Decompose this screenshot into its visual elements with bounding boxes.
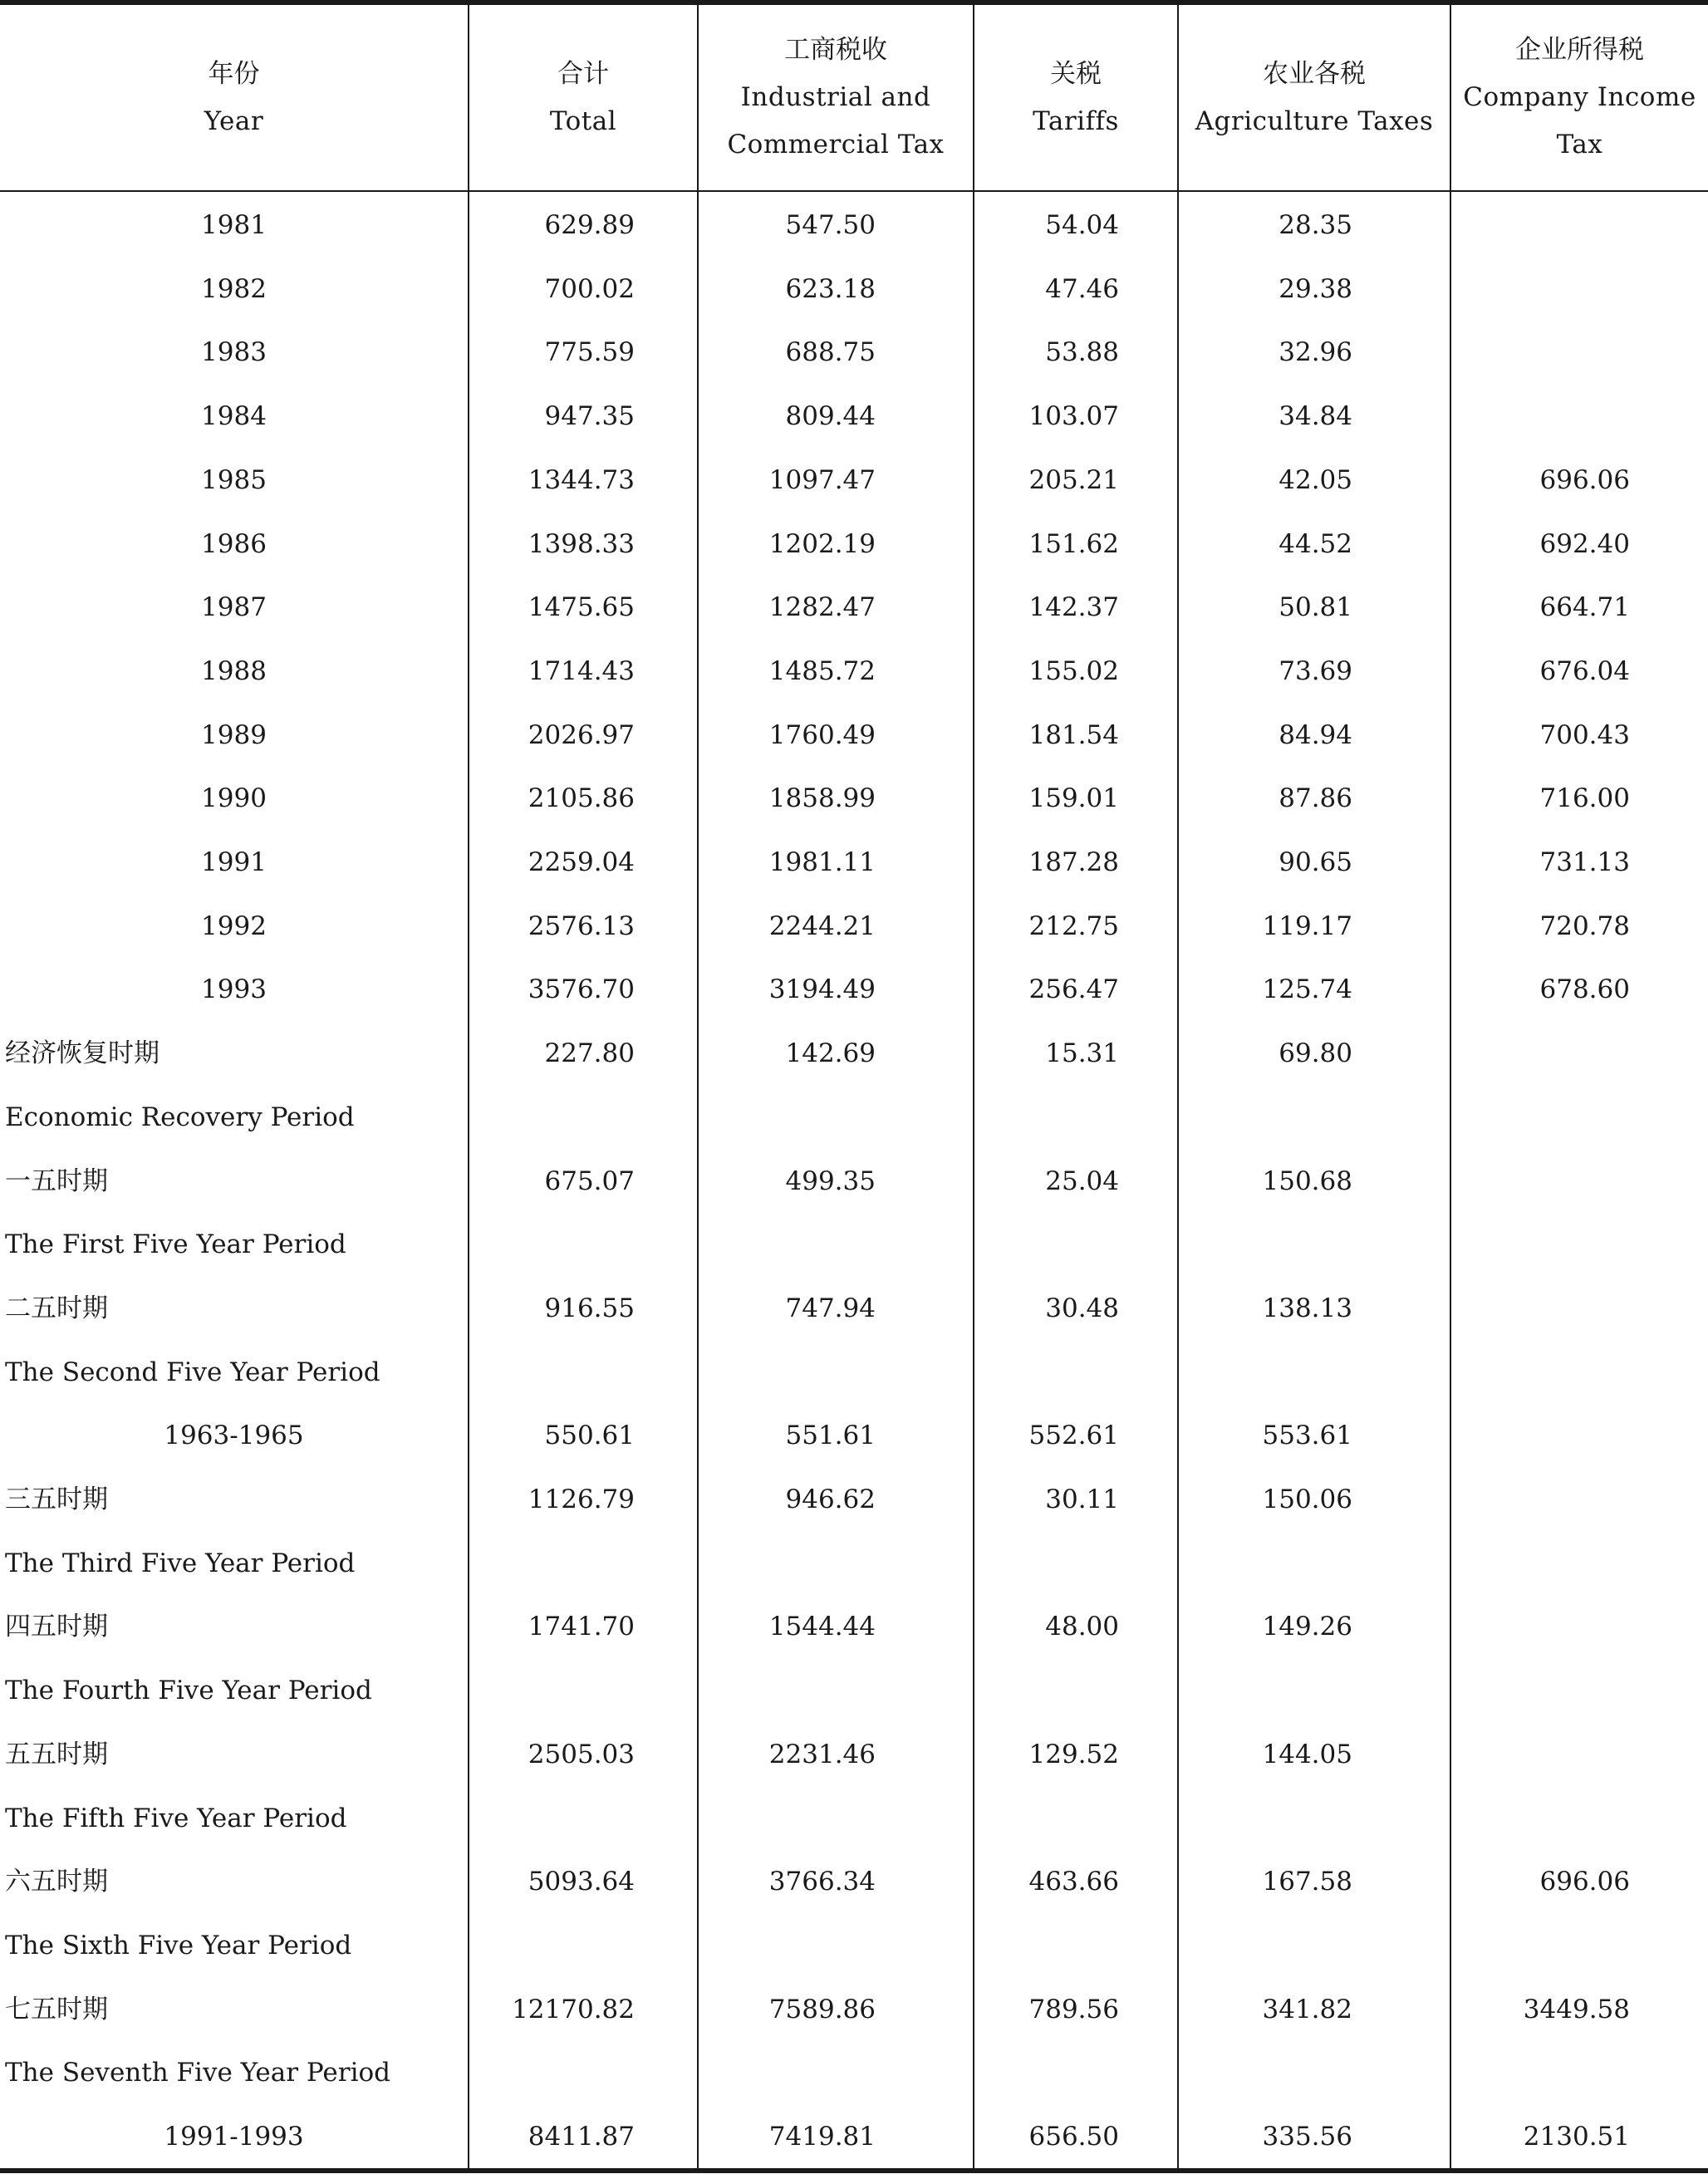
header-cit-en-line1: Company Income <box>1463 82 1696 112</box>
cell-agriculture-taxes: 90.65 <box>1279 847 1352 877</box>
cell-agriculture-taxes: 149.26 <box>1262 1612 1352 1642</box>
row-label: The Seventh Five Year Period <box>5 2058 390 2088</box>
cell-company-income-tax <box>1451 1787 1630 1850</box>
cell-tariffs: 155.02 <box>1028 655 1119 686</box>
cell-agriculture-taxes: 144.05 <box>1262 1739 1352 1769</box>
cell-total <box>468 2041 635 2104</box>
cell-company-income-tax: 3449.58 <box>1523 1994 1630 2024</box>
cell-total <box>468 1213 635 1276</box>
cell-total: 947.35 <box>544 401 635 432</box>
cell-agriculture-taxes: 553.61 <box>1262 1421 1352 1451</box>
cell-industrial-commercial-tax: 946.62 <box>785 1485 876 1514</box>
cell-industrial-commercial-tax <box>699 1914 876 1977</box>
cell-company-income-tax <box>1451 1532 1630 1595</box>
cell-total: 1398.33 <box>528 528 635 559</box>
cell-tariffs: 212.75 <box>1028 910 1119 941</box>
row-label: 1984 <box>201 401 267 432</box>
cell-tariffs <box>974 1086 1119 1149</box>
row-label: 1990 <box>201 783 267 814</box>
cell-industrial-commercial-tax: 1202.19 <box>768 528 876 559</box>
cell-agriculture-taxes: 125.74 <box>1262 974 1352 1005</box>
cell-agriculture-taxes <box>1178 1086 1352 1149</box>
cell-industrial-commercial-tax: 2231.46 <box>768 1739 876 1769</box>
cell-agriculture-taxes: 42.05 <box>1279 464 1352 495</box>
table-row <box>0 1595 1708 1658</box>
cell-tariffs: 48.00 <box>1045 1612 1119 1642</box>
row-label: 1992 <box>201 910 267 941</box>
cell-company-income-tax <box>1451 1404 1630 1467</box>
cell-company-income-tax <box>1451 258 1630 321</box>
header-ict-zh: 工商税收 <box>784 35 887 65</box>
header-total-zh: 合计 <box>557 58 609 89</box>
cell-industrial-commercial-tax <box>699 1341 876 1404</box>
table-row <box>0 640 1708 703</box>
row-label: 1988 <box>201 655 267 686</box>
cell-tariffs <box>974 1341 1119 1404</box>
cell-total <box>468 1086 635 1149</box>
table-row <box>0 513 1708 576</box>
cell-agriculture-taxes <box>1178 1341 1352 1404</box>
cell-industrial-commercial-tax <box>699 1532 876 1595</box>
row-label: The Second Five Year Period <box>5 1357 380 1387</box>
table-row <box>0 1022 1708 1085</box>
cell-industrial-commercial-tax: 1760.49 <box>768 719 876 750</box>
table-row <box>0 194 1708 257</box>
cell-total: 1344.73 <box>528 464 635 495</box>
cell-company-income-tax: 696.06 <box>1539 1867 1630 1897</box>
cell-tariffs: 15.31 <box>1045 1038 1119 1069</box>
table-row <box>0 958 1708 1021</box>
cell-total: 2259.04 <box>528 847 635 877</box>
cell-company-income-tax: 720.78 <box>1539 910 1630 941</box>
cell-company-income-tax <box>1451 1914 1630 1977</box>
cell-company-income-tax: 664.71 <box>1539 592 1630 623</box>
cell-agriculture-taxes: 69.80 <box>1279 1038 1352 1069</box>
table-row <box>0 1150 1708 1213</box>
table-row <box>0 831 1708 894</box>
cell-tariffs: 142.37 <box>1028 592 1119 623</box>
cell-tariffs: 205.21 <box>1028 464 1119 495</box>
cell-company-income-tax: 716.00 <box>1539 783 1630 814</box>
row-label: 1981 <box>201 210 267 240</box>
cell-tariffs: 30.48 <box>1045 1293 1119 1323</box>
cell-industrial-commercial-tax: 551.61 <box>785 1421 876 1451</box>
table-row <box>0 1404 1708 1467</box>
cell-total: 675.07 <box>544 1166 635 1196</box>
cell-tariffs: 129.52 <box>1028 1739 1119 1769</box>
cell-total: 5093.64 <box>528 1867 635 1897</box>
cell-tariffs: 181.54 <box>1028 719 1119 750</box>
cell-total: 2576.13 <box>528 910 635 941</box>
row-label: 1987 <box>201 592 267 623</box>
cell-company-income-tax <box>1451 1468 1630 1531</box>
cell-company-income-tax <box>1451 1277 1630 1340</box>
cell-company-income-tax <box>1451 194 1630 257</box>
cell-total: 12170.82 <box>512 1994 635 2024</box>
cell-industrial-commercial-tax: 1097.47 <box>768 464 876 495</box>
cell-industrial-commercial-tax: 1282.47 <box>768 592 876 623</box>
cell-company-income-tax: 676.04 <box>1539 655 1630 686</box>
row-label: 七五时期 <box>5 1994 108 2024</box>
header-total <box>469 5 697 190</box>
cell-company-income-tax <box>1451 1022 1630 1085</box>
cell-industrial-commercial-tax: 1858.99 <box>768 783 876 814</box>
cell-industrial-commercial-tax: 7589.86 <box>768 1994 876 2024</box>
cell-total <box>468 1914 635 1977</box>
header-cit-en-line2: Tax <box>1556 130 1603 159</box>
cell-tariffs <box>974 1213 1119 1276</box>
row-label: 经济恢复时期 <box>5 1038 160 1069</box>
cell-tariffs: 463.66 <box>1028 1867 1119 1897</box>
cell-agriculture-taxes <box>1178 1787 1352 1850</box>
cell-tariffs <box>974 2041 1119 2104</box>
cell-agriculture-taxes <box>1178 1659 1352 1722</box>
header-year-zh: 年份 <box>208 58 260 89</box>
header-agri-zh: 农业各税 <box>1263 58 1366 89</box>
row-label: The Third Five Year Period <box>5 1548 356 1578</box>
header-tariffs-zh: 关税 <box>1050 58 1102 89</box>
cell-total: 2505.03 <box>528 1739 635 1769</box>
row-label: 二五时期 <box>5 1293 108 1323</box>
cell-agriculture-taxes: 335.56 <box>1262 2122 1352 2152</box>
header-agriculture-taxes <box>1179 5 1450 190</box>
cell-company-income-tax <box>1451 1595 1630 1658</box>
cell-industrial-commercial-tax: 1485.72 <box>768 655 876 686</box>
cell-agriculture-taxes: 28.35 <box>1279 210 1352 240</box>
table-row <box>0 1659 1708 1722</box>
cell-industrial-commercial-tax: 3766.34 <box>768 1867 876 1897</box>
cell-tariffs <box>974 1659 1119 1722</box>
row-label: The First Five Year Period <box>5 1229 346 1260</box>
row-label: The Fourth Five Year Period <box>5 1676 372 1706</box>
cell-total <box>468 1787 635 1850</box>
cell-tariffs: 789.56 <box>1028 1994 1119 2024</box>
row-label: 1963-1965 <box>164 1421 304 1451</box>
cell-agriculture-taxes: 34.84 <box>1279 401 1352 432</box>
table-row <box>0 1532 1708 1595</box>
cell-company-income-tax <box>1451 2041 1630 2104</box>
table-row <box>0 321 1708 384</box>
row-label: 1982 <box>201 273 267 304</box>
cell-company-income-tax: 678.60 <box>1539 974 1630 1005</box>
header-industrial-commercial-tax <box>699 5 973 190</box>
row-label: The Sixth Five Year Period <box>5 1930 352 1961</box>
cell-tariffs <box>974 1914 1119 1977</box>
cell-tariffs: 552.61 <box>1028 1421 1119 1451</box>
cell-tariffs: 103.07 <box>1028 401 1119 432</box>
row-label: Economic Recovery Period <box>5 1102 355 1132</box>
row-label: 一五时期 <box>5 1166 108 1196</box>
cell-total: 1714.43 <box>528 655 635 686</box>
cell-tariffs: 54.04 <box>1045 210 1119 240</box>
row-label: 三五时期 <box>5 1485 108 1514</box>
cell-agriculture-taxes <box>1178 1914 1352 1977</box>
cell-company-income-tax <box>1451 1150 1630 1213</box>
cell-agriculture-taxes: 150.06 <box>1262 1485 1352 1514</box>
cell-total: 3576.70 <box>528 974 635 1005</box>
table-row <box>0 449 1708 512</box>
cell-company-income-tax: 731.13 <box>1539 847 1630 877</box>
cell-tariffs: 151.62 <box>1028 528 1119 559</box>
cell-industrial-commercial-tax <box>699 1086 876 1149</box>
cell-total: 775.59 <box>544 337 635 368</box>
cell-tariffs: 656.50 <box>1028 2122 1119 2152</box>
table-row <box>0 1086 1708 1149</box>
cell-company-income-tax <box>1451 1341 1630 1404</box>
cell-agriculture-taxes <box>1178 2041 1352 2104</box>
cell-total: 1741.70 <box>528 1612 635 1642</box>
cell-company-income-tax <box>1451 1213 1630 1276</box>
cell-industrial-commercial-tax: 547.50 <box>785 210 876 240</box>
table-row <box>0 1787 1708 1850</box>
cell-industrial-commercial-tax: 1981.11 <box>768 847 876 877</box>
table-row <box>0 258 1708 321</box>
cell-agriculture-taxes: 87.86 <box>1279 783 1352 814</box>
cell-agriculture-taxes: 44.52 <box>1279 528 1352 559</box>
cell-company-income-tax: 692.40 <box>1539 528 1630 559</box>
row-label: 1993 <box>201 974 267 1005</box>
header-tariffs <box>974 5 1177 190</box>
table-row <box>0 704 1708 767</box>
cell-total <box>468 1341 635 1404</box>
cell-total: 700.02 <box>544 273 635 304</box>
cell-industrial-commercial-tax: 3194.49 <box>768 974 876 1005</box>
cell-agriculture-taxes <box>1178 1532 1352 1595</box>
cell-agriculture-taxes: 50.81 <box>1279 592 1352 623</box>
cell-total: 629.89 <box>544 210 635 240</box>
table-row <box>0 1914 1708 1977</box>
cell-tariffs: 159.01 <box>1028 783 1119 814</box>
cell-total: 2026.97 <box>528 719 635 750</box>
table-row <box>0 2041 1708 2104</box>
table-row <box>0 1277 1708 1340</box>
row-label: 1983 <box>201 337 267 368</box>
table-row <box>0 385 1708 448</box>
cell-agriculture-taxes: 119.17 <box>1262 910 1352 941</box>
cell-company-income-tax <box>1451 1659 1630 1722</box>
table-row <box>0 2105 1708 2168</box>
cell-tariffs <box>974 1532 1119 1595</box>
cell-agriculture-taxes: 138.13 <box>1262 1293 1352 1323</box>
table-row <box>0 1213 1708 1276</box>
cell-agriculture-taxes: 150.68 <box>1262 1166 1352 1196</box>
header-agri-en: Agriculture Taxes <box>1195 106 1434 136</box>
cell-industrial-commercial-tax: 809.44 <box>785 401 876 432</box>
cell-industrial-commercial-tax: 499.35 <box>785 1166 876 1196</box>
cell-agriculture-taxes: 84.94 <box>1279 719 1352 750</box>
cell-company-income-tax <box>1451 321 1630 384</box>
cell-total <box>468 1532 635 1595</box>
cell-company-income-tax <box>1451 1086 1630 1149</box>
cell-industrial-commercial-tax <box>699 1659 876 1722</box>
table-row <box>0 1341 1708 1404</box>
cell-agriculture-taxes: 29.38 <box>1279 273 1352 304</box>
cell-total: 2105.86 <box>528 783 635 814</box>
cell-industrial-commercial-tax <box>699 1213 876 1276</box>
table-row <box>0 576 1708 639</box>
cell-industrial-commercial-tax: 623.18 <box>785 273 876 304</box>
cell-industrial-commercial-tax: 688.75 <box>785 337 876 368</box>
header-cit-zh: 企业所得税 <box>1515 35 1644 65</box>
cell-tariffs: 53.88 <box>1045 337 1119 368</box>
row-label: The Fifth Five Year Period <box>5 1803 347 1833</box>
cell-company-income-tax: 700.43 <box>1539 719 1630 750</box>
header-company-income-tax <box>1451 5 1708 190</box>
table-bottom-rule <box>0 2168 1708 2173</box>
cell-company-income-tax <box>1451 385 1630 448</box>
cell-agriculture-taxes <box>1178 1213 1352 1276</box>
cell-agriculture-taxes: 341.82 <box>1262 1994 1352 2024</box>
table-row <box>0 767 1708 830</box>
cell-industrial-commercial-tax: 142.69 <box>785 1038 876 1069</box>
cell-agriculture-taxes: 167.58 <box>1262 1867 1352 1897</box>
header-year-en: Year <box>204 106 264 136</box>
header-year <box>0 5 468 190</box>
cell-total <box>468 1659 635 1722</box>
table-row <box>0 1978 1708 2041</box>
cell-industrial-commercial-tax <box>699 2041 876 2104</box>
cell-industrial-commercial-tax: 7419.81 <box>768 2122 876 2152</box>
cell-total: 1475.65 <box>528 592 635 623</box>
cell-tariffs: 47.46 <box>1045 273 1119 304</box>
table-row <box>0 1850 1708 1913</box>
table-row <box>0 895 1708 958</box>
cell-total: 8411.87 <box>528 2122 635 2152</box>
header-total-en: Total <box>549 106 617 136</box>
header-rule <box>0 190 1708 192</box>
cell-tariffs <box>974 1787 1119 1850</box>
table-row <box>0 1468 1708 1531</box>
cell-agriculture-taxes: 73.69 <box>1279 655 1352 686</box>
row-label: 五五时期 <box>5 1739 108 1769</box>
cell-agriculture-taxes: 32.96 <box>1279 337 1352 368</box>
row-label: 1991-1993 <box>164 2122 304 2152</box>
cell-company-income-tax <box>1451 1723 1630 1786</box>
cell-tariffs: 25.04 <box>1045 1166 1119 1196</box>
header-tariffs-en: Tariffs <box>1033 106 1119 136</box>
cell-total: 227.80 <box>544 1038 635 1069</box>
cell-industrial-commercial-tax: 747.94 <box>785 1293 876 1323</box>
cell-tariffs: 256.47 <box>1028 974 1119 1005</box>
cell-total: 550.61 <box>544 1421 635 1451</box>
cell-company-income-tax: 696.06 <box>1539 464 1630 495</box>
table-row <box>0 1723 1708 1786</box>
cell-total: 1126.79 <box>528 1485 635 1514</box>
cell-industrial-commercial-tax: 1544.44 <box>768 1612 876 1642</box>
cell-tariffs: 187.28 <box>1028 847 1119 877</box>
row-label: 1989 <box>201 719 267 750</box>
row-label: 六五时期 <box>5 1867 108 1897</box>
cell-total: 916.55 <box>544 1293 635 1323</box>
cell-industrial-commercial-tax <box>699 1787 876 1850</box>
row-label: 1991 <box>201 847 267 877</box>
row-label: 1986 <box>201 528 267 559</box>
header-ict-en-line2: Commercial Tax <box>727 130 945 159</box>
cell-company-income-tax: 2130.51 <box>1523 2122 1630 2152</box>
row-label: 四五时期 <box>5 1612 108 1642</box>
row-label: 1985 <box>201 464 267 495</box>
cell-tariffs: 30.11 <box>1045 1485 1119 1514</box>
cell-industrial-commercial-tax: 2244.21 <box>768 910 876 941</box>
header-ict-en-line1: Industrial and <box>740 82 931 112</box>
